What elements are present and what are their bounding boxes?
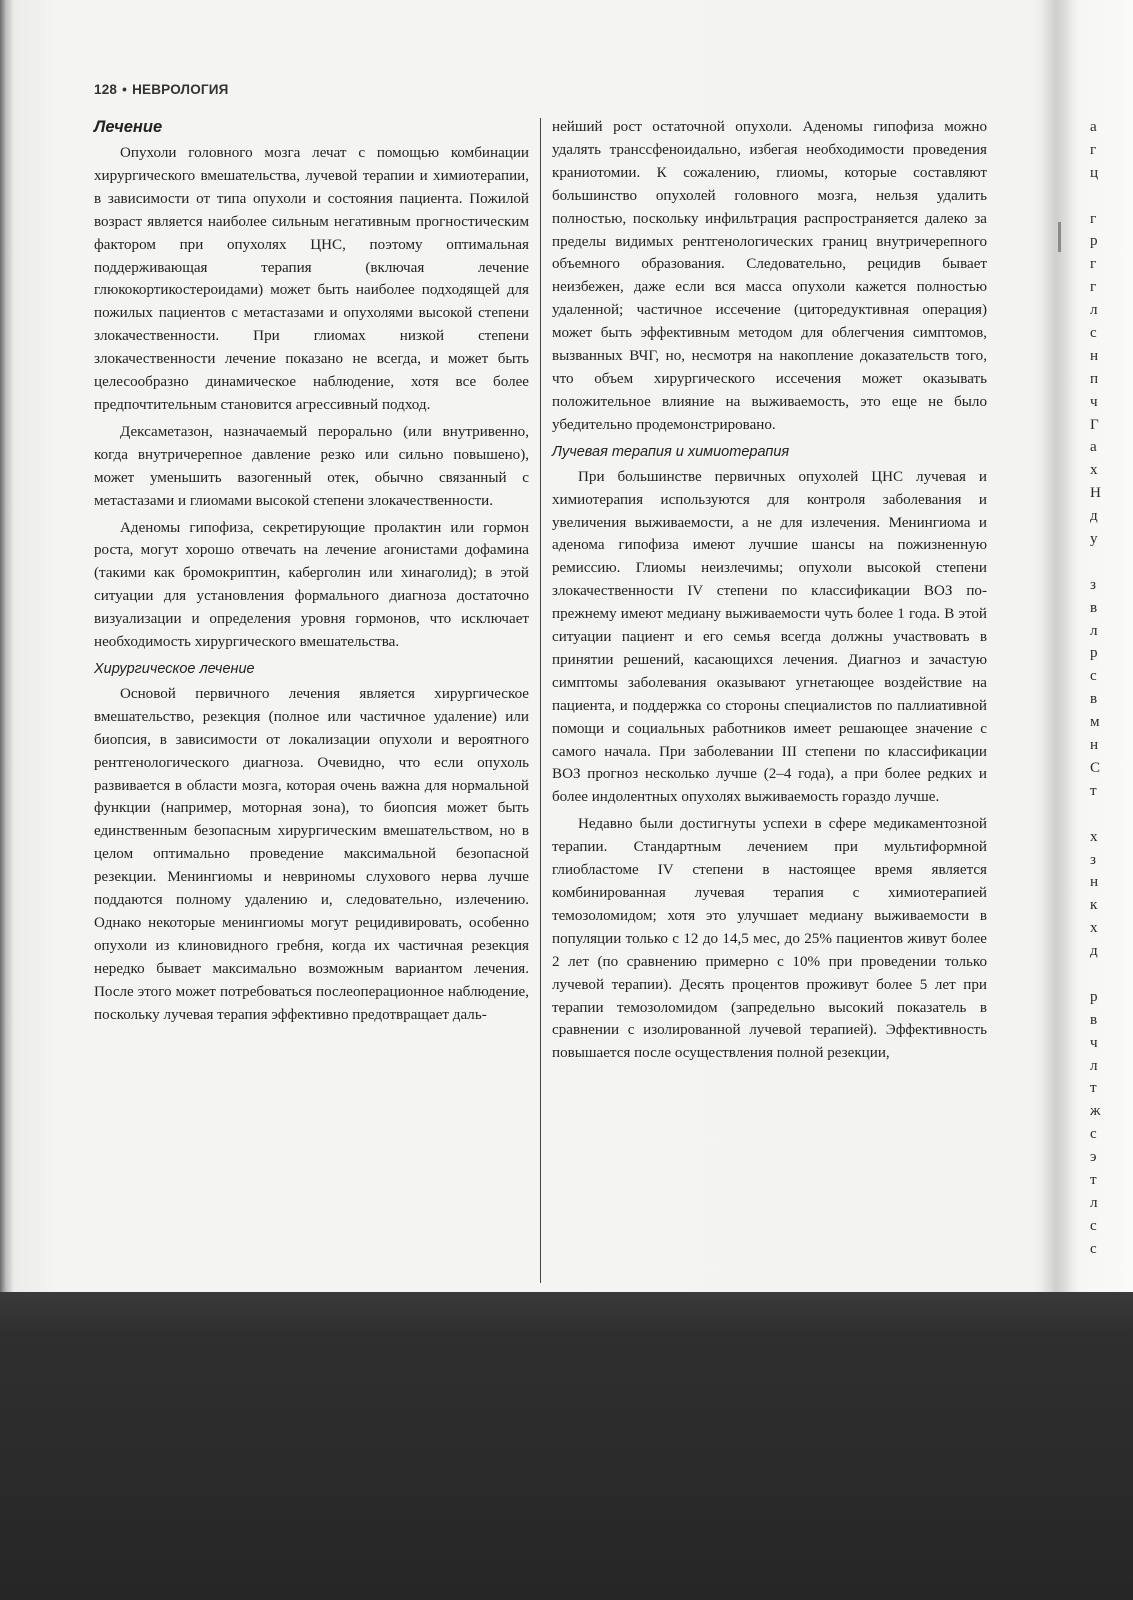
page-number: 128 <box>94 82 118 97</box>
next-page-edge-fragment: х <box>1090 462 1098 479</box>
book-binding-shadow <box>1040 0 1074 1292</box>
next-page-edge-fragment: н <box>1090 347 1099 364</box>
next-page-edge-fragment: н <box>1090 737 1099 754</box>
next-page-edge-fragment: д <box>1090 508 1098 525</box>
next-page-edge-fragment: т <box>1090 1080 1097 1097</box>
next-page-edge-fragment <box>1090 963 1114 986</box>
next-page-edge-fragment: ж <box>1090 1103 1101 1120</box>
next-page-edge-fragment: л <box>1090 1194 1098 1211</box>
next-page-edge-fragment: с <box>1090 325 1097 342</box>
next-page-edge-fragment: х <box>1090 920 1098 937</box>
paragraph-radiotherapy: При большинстве первичных опухолей ЦНС лучевая и химиотерапия используются для контроля заболевания и увеличения выживаемости, а не для излечения. Менингиома и аденома гипофиза имеют лучшие шансы на пожизненную ремиссию. Глиомы неизлечимы; опухоли высокой степени злокачественности IV степени по классификации ВОЗ по-прежнему имеют медиану выживаемости чуть более 1 года. В этой ситуации пациент и его семья всегда должны участвовать в принятии решений, касающихся лечения. Диагноз и зачастую симптомы заболевания оказывают угнетающее воздействие на пациента, и поддержка со стороны специалистов по паллиативной помощи и социальных работников имеет решающее значение с самого начала. При заболевании III степени по классификации ВОЗ прогноз несколько лучше (2–4 года), а при более редких и более индолентных опухолях выживаемость гораздо лучше. <box>552 468 987 806</box>
next-page-edge-fragment: л <box>1090 1057 1098 1074</box>
next-page-edge-fragment: с <box>1090 668 1097 685</box>
next-page-edge-fragment: ч <box>1090 393 1098 410</box>
next-page-edge-fragment: т <box>1090 1171 1097 1188</box>
subheading-radio-chemotherapy: Лучевая терапия и химиотерапия <box>552 443 790 460</box>
next-page-edge-fragment: л <box>1090 302 1098 319</box>
next-page-edge-fragment: ц <box>1090 164 1099 181</box>
next-page-edge-fragment: в <box>1090 691 1098 708</box>
next-page-edge <box>1090 116 1114 1261</box>
next-page-edge-fragment: х <box>1090 828 1098 845</box>
scanner-background <box>0 1292 1133 1600</box>
next-page-edge-fragment: э <box>1090 1149 1097 1166</box>
paragraph-surgery: Основой первичного лечения является хирургическое вмешательство, резекция (полное или частичное удаление) или биопсия, в зависимости от локализации опухоли и вероятного рентгенологического диагноза. Очевидно, что если опухоль развивается в области мозга, которая очень важна для нормальной функции (например, моторная зона), то биопсия может быть единственным безопасным хирургическим вмешательством, но в целом оптимально проведение максимальной безопасной резекции. Менингиомы и невриномы слухового нерва лучше поддаются полному удалению и, следовательно, излечению. Однако некоторые менингиомы могут рецидивировать, особенно опухоли из клиновидного гребня, когда их частичная резекция нередко бывает максимально возможным вариантом лечения. После этого может потребоваться послеоперационное наблюдение, поскольку лучевая терапия эффективно предотвращает даль- <box>94 685 529 1023</box>
next-page-edge-fragment: з <box>1090 851 1096 868</box>
next-page-edge-fragment: т <box>1090 782 1097 799</box>
paragraph-surgery-continued: нейший рост остаточной опухоли. Аденомы гипофиза можно удалять транссфеноидально, избегая необходимости проведения краниотомии. К сожалению, глиомы, которые составляют большинство опухолей головного мозга, нельзя удалить полностью, поскольку инфильтрация распространяется далеко за пределы видимых рентгенологических границ внутричерепного объемного образования. Следовательно, рецидив бывает неизбежен, даже если вся масса опухоли кажется полностью удаленной; частичное иссечение (циторедуктивная операция) может быть эффективным методом для облегчения симптомов, вызванных ВЧГ, но, несмотря на накопление доказательств того, что объем хирургического иссечения может оказывать положительное влияние на выживаемость, это еще не было убедительно продемонстрировано. <box>552 119 987 433</box>
next-page-edge-fragment: п <box>1090 370 1099 387</box>
next-page-edge-fragment: с <box>1090 1126 1097 1143</box>
paragraph-dexamethasone: Дексаметазон, назначаемый перорально (или внутривенно, когда внутричерепное давление резко или сильно повышено), может уменьшить вазогенный отек, обычно связанный с метастазами и глиомами высокой степени злокачественности. <box>94 423 529 509</box>
heading-treatment: Лечение <box>94 118 163 136</box>
column-divider <box>540 118 541 1283</box>
next-page-edge-fragment: а <box>1090 119 1097 135</box>
next-page-edge-fragment: р <box>1090 645 1098 662</box>
next-page-edge-fragment: в <box>1090 1011 1098 1028</box>
next-page-edge-fragment: а <box>1090 439 1097 456</box>
next-page-edge-fragment: Г <box>1090 416 1099 433</box>
paragraph-treatment-overview: Опухоли головного мозга лечат с помощью комбинации хирургического вмешательства, лучевой терапии и химиотерапии, в зависимости от типа опухоли и состояния пациента. Пожилой возраст является наиболее сильным негативным прогностическим фактором при опухолях ЦНС, поэтому оптимальная поддерживающая терапия (включая лечение глюкокортикостероидами) может быть наиболее подходящей для пожилых пациентов с метастазами и опухолями высокой степени злокачественности. При глиомах низкой степени злокачественности лечение показано не всегда, и может быть целесообразно динамическое наблюдение, хотя все более предпочтительным становится агрессивный подход. <box>94 145 529 413</box>
next-page-edge-fragment: с <box>1090 1217 1097 1234</box>
next-page-edge-fragment: г <box>1090 256 1097 273</box>
subheading-surgical-treatment: Хирургическое лечение <box>94 660 255 677</box>
next-page-edge-fragment <box>1090 185 1114 208</box>
next-page-edge-fragment: Н <box>1090 485 1101 502</box>
running-head-bullet: • <box>122 82 128 97</box>
scan-mark <box>1058 222 1061 252</box>
next-page-edge-fragment: С <box>1090 759 1101 776</box>
next-page-edge-fragment: г <box>1090 279 1097 296</box>
next-page-edge-fragment: н <box>1090 874 1099 891</box>
next-page-edge-fragment: з <box>1090 576 1096 593</box>
next-page-edge-fragment: м <box>1090 714 1100 731</box>
right-column <box>552 116 987 1069</box>
next-page-edge-fragment: г <box>1090 141 1097 158</box>
next-page-edge-fragment <box>1090 551 1114 574</box>
next-page-edge-fragment: с <box>1090 1240 1097 1257</box>
paragraph-drug-therapy: Недавно были достигнуты успехи в сфере медикаментозной терапии. Стандартным лечением при мультиформной глиобластоме IV степени в настоящее время является комбинированная лучевая терапия с химиотерапией темозоломидом; хотя это улучшает медиану выживаемости в популяции только с 12 до 14,5 мес, до 25% пациентов живут более 2 лет (по сравнению примерно с 10% при проведении только лучевой терапии). Десять процентов проживут более 5 лет при терапии темозоломидом (запредельно высокий показатель в сравнении с изолированной лучевой терапией). Эффективность повышается после осуществления полной резекции, <box>552 816 987 1062</box>
next-page-edge-fragment <box>1090 803 1114 826</box>
next-page-edge-fragment: к <box>1090 897 1098 914</box>
next-page-edge-fragment: ч <box>1090 1034 1098 1051</box>
running-head <box>94 82 229 97</box>
next-page-edge-fragment: р <box>1090 233 1098 250</box>
paragraph-pituitary-adenomas: Аденомы гипофиза, секретирующие пролактин или гормон роста, могут хорошо отвечать на лечение агонистами дофамина (такими как бромокриптин, каберголин или хинаголид); в этой ситуации для установления формального диагноза достаточно визуализации и определения уровня гормонов, что исключает необходимость хирургического вмешательства. <box>94 519 529 651</box>
next-page-edge-fragment: в <box>1090 599 1098 616</box>
next-page-edge-fragment: у <box>1090 531 1098 548</box>
running-head-section: НЕВРОЛОГИЯ <box>132 82 229 97</box>
next-page-edge-fragment: г <box>1090 210 1097 227</box>
left-column <box>94 116 529 1031</box>
next-page-edge-fragment: л <box>1090 622 1098 639</box>
next-page-edge-fragment: д <box>1090 943 1098 960</box>
next-page-edge-fragment: р <box>1090 988 1098 1005</box>
